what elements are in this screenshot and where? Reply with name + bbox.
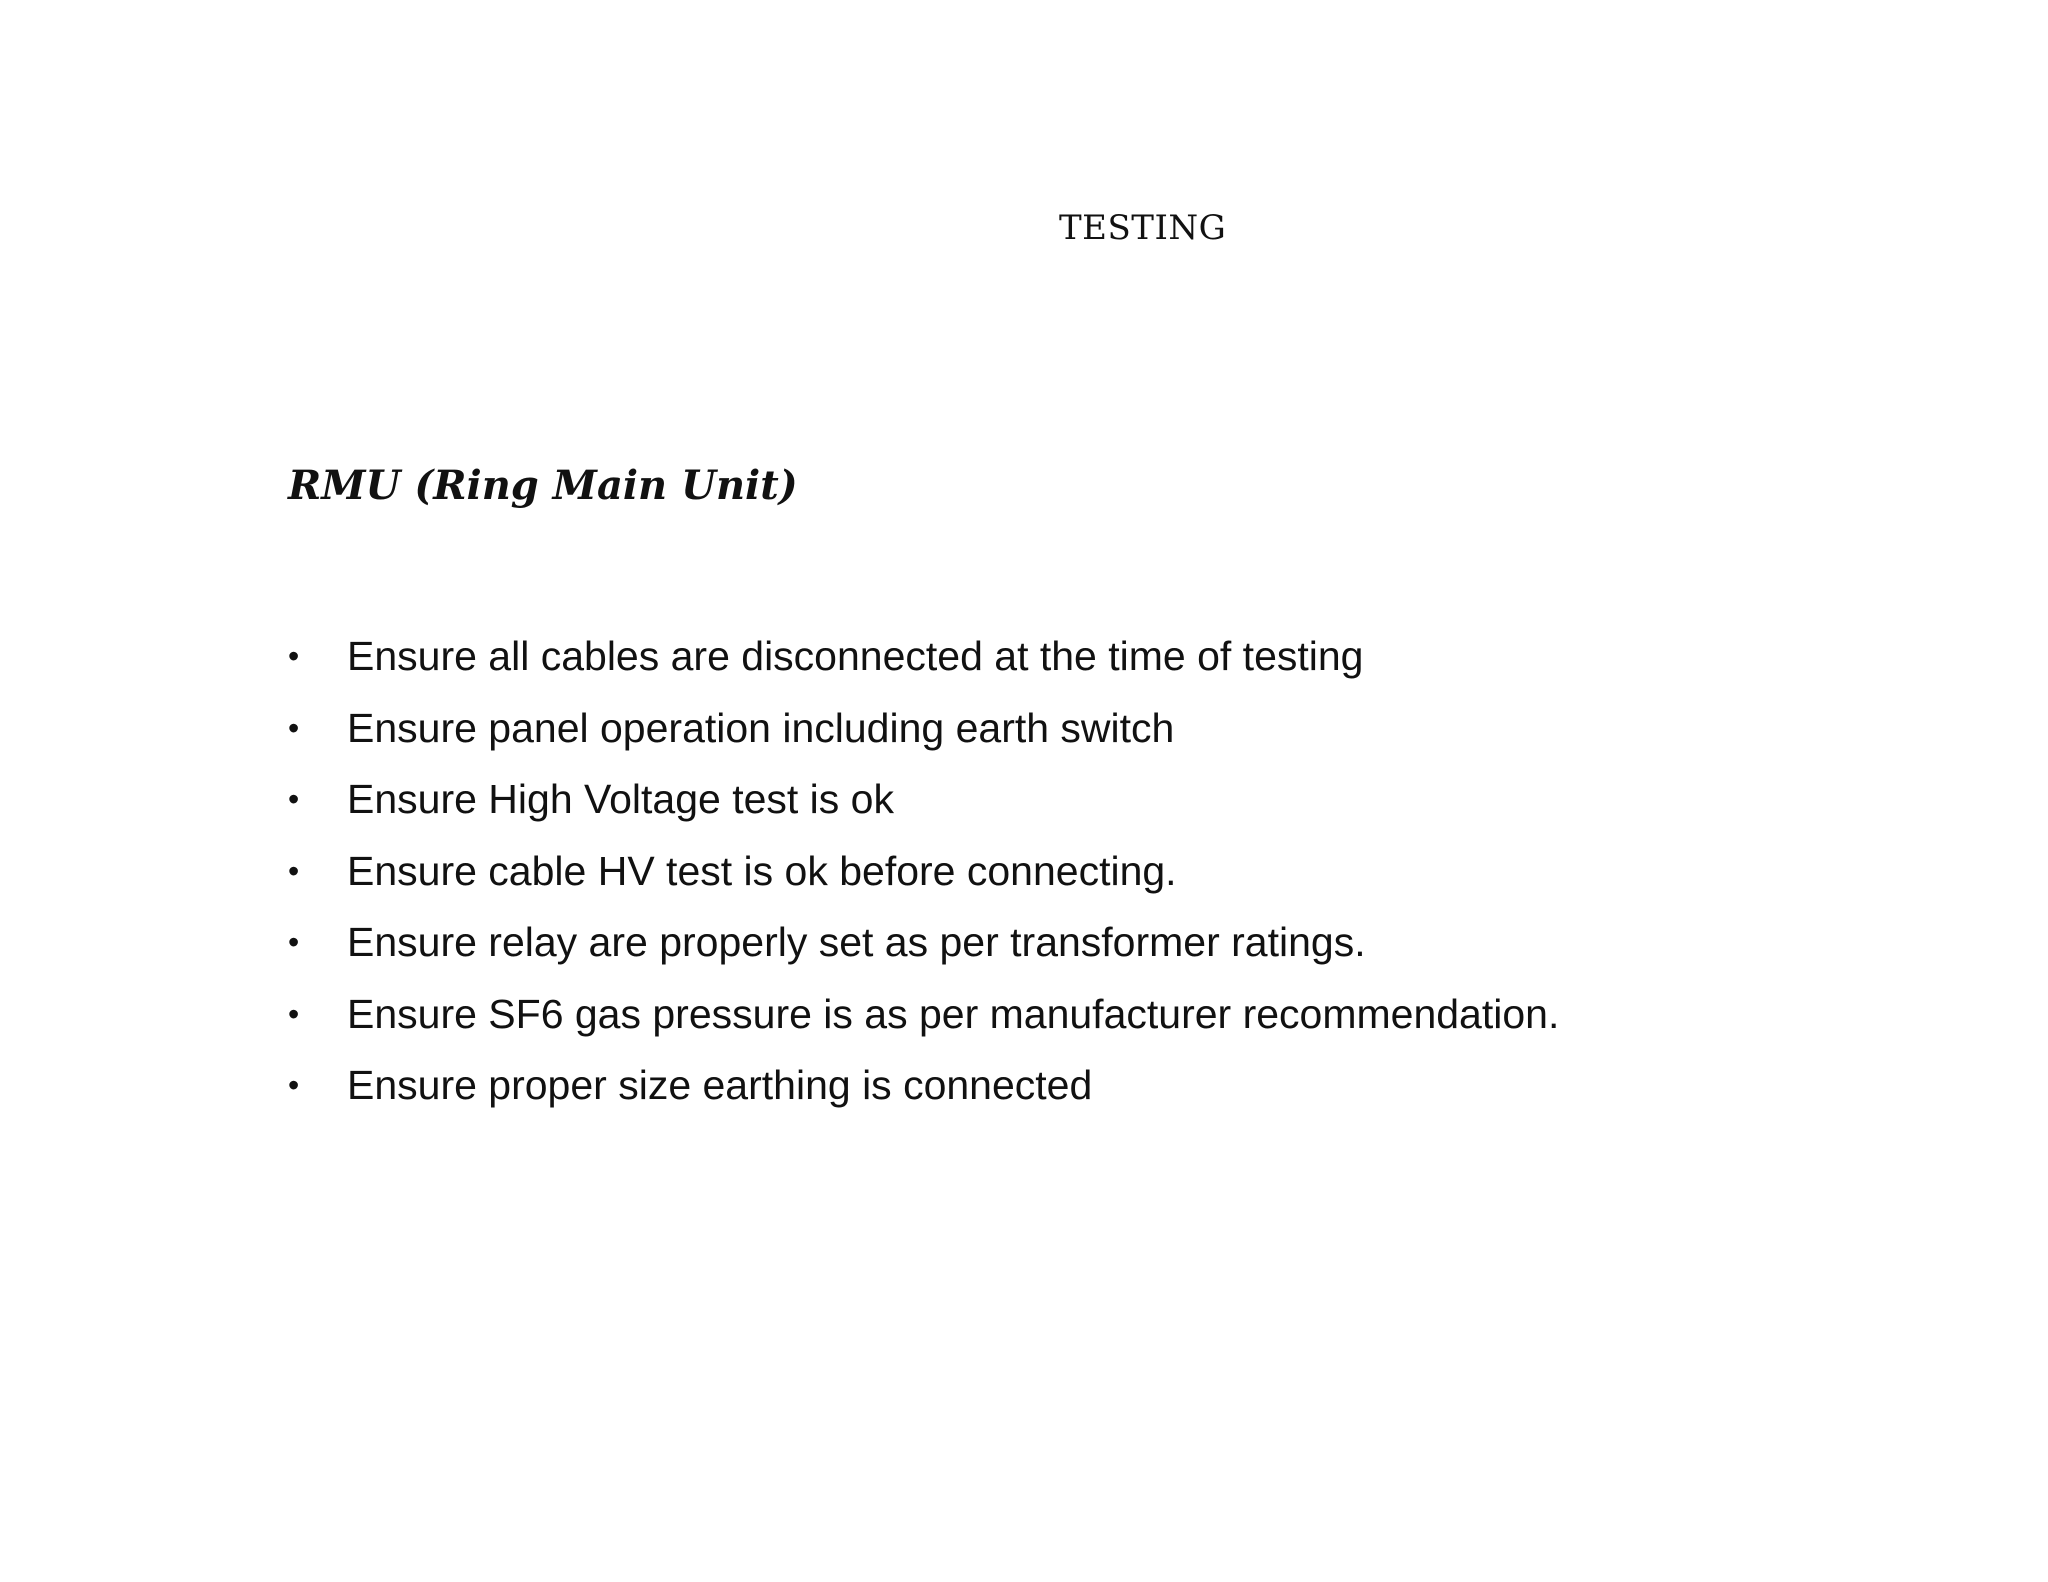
bullet-icon: • <box>288 1067 300 1103</box>
section-heading: RMU (Ring Main Unit) <box>288 462 798 509</box>
list-item-text: Ensure relay are properly set as per transformer ratings. <box>347 919 1366 965</box>
bullet-icon: • <box>288 638 300 674</box>
list-item-text: Ensure all cables are disconnected at the time of testing <box>347 633 1364 679</box>
list-item-text: Ensure SF6 gas pressure is as per manufacturer recommendation. <box>347 990 1560 1037</box>
bullet-icon: • <box>288 924 300 960</box>
list-item-text: Ensure proper size earthing is connected <box>347 1062 1093 1108</box>
list-item-text: Ensure High Voltage test is ok <box>347 776 894 822</box>
bullet-icon: • <box>288 709 300 746</box>
page-title-text: TESTING <box>1059 208 1227 248</box>
list-item-text: Ensure cable HV test is ok before connecting. <box>347 847 1177 894</box>
bullet-icon: • <box>288 852 300 889</box>
bullet-icon: • <box>288 781 300 817</box>
list-item-text: Ensure panel operation including earth switch <box>347 704 1175 751</box>
bullet-icon: • <box>288 995 300 1032</box>
